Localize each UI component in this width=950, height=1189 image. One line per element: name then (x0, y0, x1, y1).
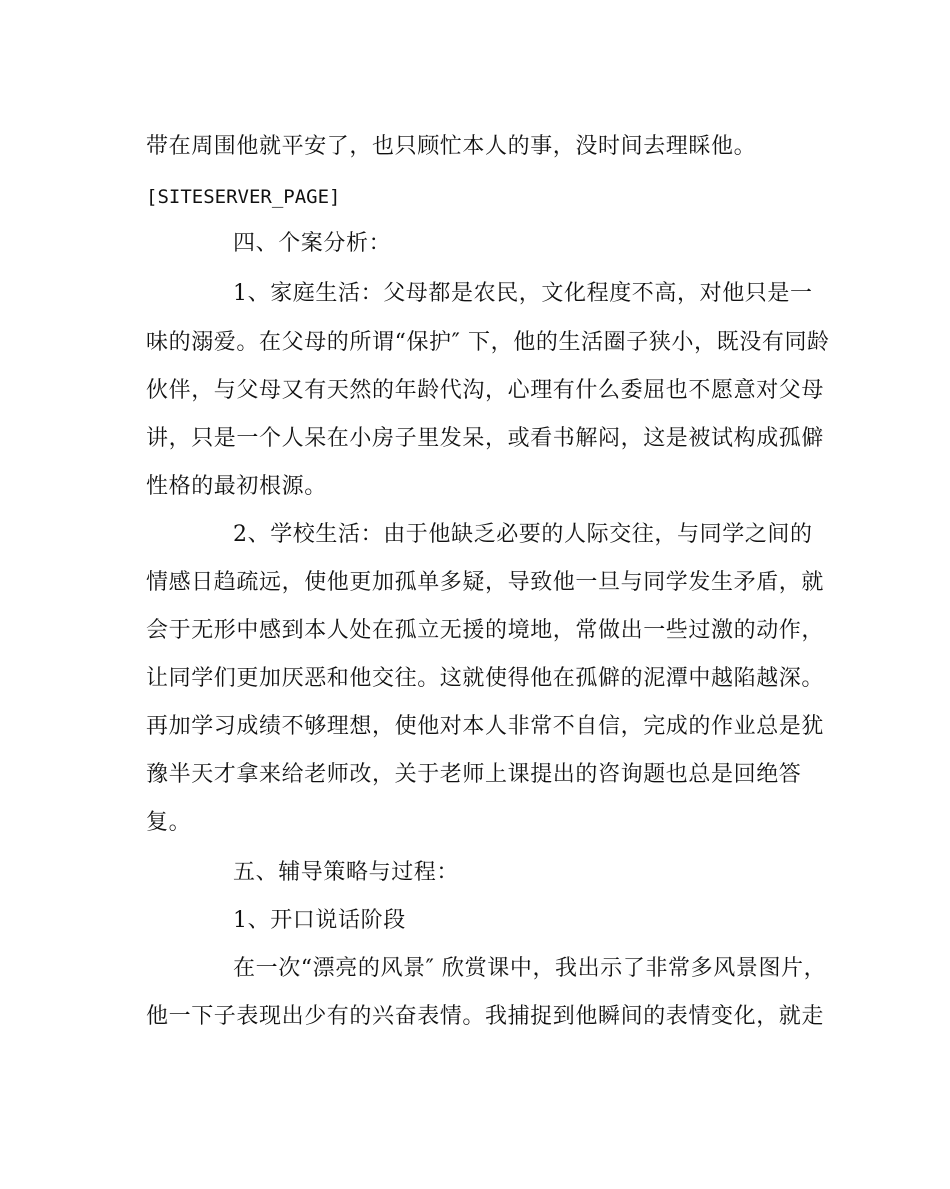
section-heading-4: 四、个案分析： (233, 231, 392, 256)
text-line-4: 1、家庭生活：父母都是农民，文化程度不高，对他只是一 (233, 281, 813, 306)
text-line-19: 他一下子表现出少有的兴奋表情。我捕捉到他瞬间的表情变化，就走 (146, 1004, 825, 1029)
section-heading-5: 五、辅导策略与过程： (233, 860, 460, 885)
text-line-18: 在一次“漂亮的风景″ 欣赏课中，我出示了非常多风景图片， (233, 956, 827, 981)
text-line-1: 带在周围他就平安了，也只顾忙本人的事，没时间去理睬他。 (146, 134, 757, 159)
text-line-15: 复。 (146, 810, 192, 835)
text-line-9: 2、学校生活：由于他缺乏必要的人际交往，与同学之间的 (233, 522, 813, 547)
text-line-10: 情感日趋疏远，使他更加孤单多疑，导致他一旦与同学发生矛盾，就 (146, 570, 825, 595)
text-line-11: 会于无形中感到本人处在孤立无援的境地，常做出一些过激的动作， (146, 618, 825, 643)
text-line-7: 讲，只是一个人呆在小房子里发呆，或看书解闷，这是被试构成孤僻 (146, 426, 825, 451)
text-line-13: 再加学习成绩不够理想，使他对本人非常不自信，完成的作业总是犹 (146, 714, 825, 739)
text-line-8: 性格的最初根源。 (146, 474, 327, 499)
subsection-heading-1: 1、开口说话阶段 (233, 908, 406, 933)
text-line-6: 伙伴，与父母又有天然的年龄代沟，心理有什么委屈也不愿意对父母 (146, 378, 825, 403)
text-line-14: 豫半天才拿来给老师改，关于老师上课提出的咨询题也总是回绝答 (146, 762, 802, 787)
text-line-12: 让同学们更加厌恶和他交往。这就使得他在孤僻的泥潭中越陷越深。 (146, 666, 825, 691)
page-marker: [SITESERVER_PAGE] (146, 186, 341, 208)
text-line-5: 味的溺爱。在父母的所谓“保护″ 下，他的生活圈子狭小，既没有同龄 (146, 330, 830, 355)
